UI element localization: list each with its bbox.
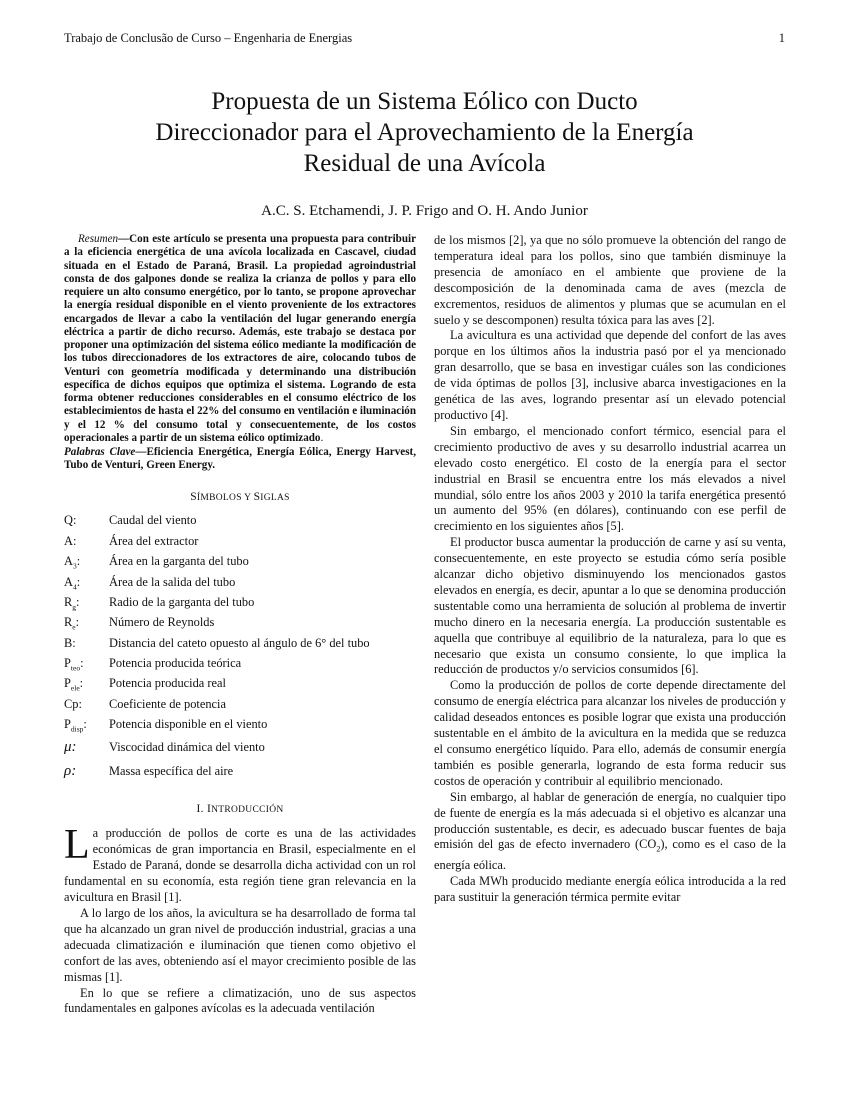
abstract xyxy=(64,233,416,445)
symbol-description: Área en la garganta del tubo xyxy=(109,554,249,569)
symbols-list xyxy=(64,513,416,785)
right-paragraph-2: La avicultura es una actividad que depende del confort de las aves porque en los últimos años la industria pasó por el ya mencionado gran desarrollo, que se basa en investigar cuáles son las condiciones de vida óptimas de pollos [3], inclusive abarca investigaciones en la genética de las aves, logrando presentar así un elevado potencial productivo [4]. xyxy=(434,328,786,422)
symbol-row xyxy=(64,676,416,696)
symbol-key: Q: xyxy=(64,513,77,528)
symbol-description: Coeficiente de potencia xyxy=(109,696,226,711)
keywords xyxy=(64,446,416,473)
right-column xyxy=(434,233,786,906)
right-paragraph-7: Cada MWh producido mediante energía eólica introducida a la red para sustituir la generación térmica permite evitar xyxy=(434,873,786,904)
symbol-key: $P_{disp}$: xyxy=(64,717,87,734)
intro-paragraph-3: En lo que se refiere a climatización, uno de sus aspectos fundamentales en galpones avícolas es la adecuada ventilación xyxy=(64,985,416,1016)
intro-paragraph-2: A lo largo de los años, la avicultura se ha desarrollado de forma tal que ha alcanzado un gran nivel de producción industrial, gracias a una adecuada climatización e iluminación que tienen como objetivo el confort de las aves, obteniendo así el mayor crecimiento posible de las mismas [1]. xyxy=(64,905,416,984)
paper-title xyxy=(80,86,769,179)
right-paragraph-5: Como la producción de pollos de corte depende directamente del consumo de energía eléctrica para alcanzar los niveles de producción y calidad deseados entonces es posible lograr que exista una producción sustentable en el ámbito de la avicultura en la medida que se reduzca el consumo energético líquido. Para ello, además de consumir energía también es posible generarla, logrando de esta forma reducir sus costos de operación y contribuir al equilibrio mencionado. xyxy=(434,678,786,788)
running-title: Trabajo de Conclusão de Curso – Engenharia de Energias xyxy=(64,31,353,45)
keywords-label: Palabras Clave xyxy=(64,446,136,458)
abstract-text: —Con este artículo se presenta una propuesta para contribuir a la eficiencia energética de una avícola localizada en Cascavel, ciudad situada en el Estado de Paraná, Brasil. La propiedad agroindustrial consta de dos galpones donde se realiza la crianza de pollos y para ello requiere un alto consumo energético, por lo tanto, se propone aprovechar la energía residual disponible en el viento proveniente de los extractores encargados de llevar a cabo la ventilación del lugar generando energía eléctrica a partir de dicho recurso. Además, este trabajo se destaca por proponer una optimización del sistema eólico mediante la modificación de los tubos direccionadores de los extractores de aire, colocando tubos de Venturi con geometría modificada y determinando una distribución específica de dichos equipos que optimiza el sistema. Logrando de esta forma obtener reducciones considerables en el consumo eléctrico de los establecimientos de hasta el 22% del consumo en ventilación e iluminación y el 12 % del consumo total y consecuentemente, de los costos operacionales a partir de un sistema eólico optimizado xyxy=(64,233,416,444)
left-column xyxy=(64,233,416,1017)
author-list: A.C. S. Etchamendi, J. P. Frigo and O. H. Ando Junior xyxy=(261,203,588,219)
symbol-description: Distancia del cateto opuesto al ángulo de 6° del tubo xyxy=(109,635,370,650)
symbol-key: B: xyxy=(64,635,76,650)
symbol-description: Número de Reynolds xyxy=(109,615,215,630)
title-line-3: Residual de una Avícola xyxy=(303,150,546,177)
running-header xyxy=(64,30,785,46)
symbol-description: Área de la salida del tubo xyxy=(109,574,236,589)
title-line-2: Direccionador para el Aprovechamiento de la Energía xyxy=(155,119,694,146)
symbol-row xyxy=(64,534,416,554)
abstract-label: Resumen xyxy=(78,233,119,245)
symbol-row xyxy=(64,762,416,786)
symbol-key: Cp: xyxy=(64,696,82,711)
symbol-key: μ: xyxy=(64,738,77,755)
symbol-row xyxy=(64,575,416,595)
symbol-row xyxy=(64,615,416,635)
symbol-key: $R_g$: xyxy=(64,594,80,612)
symbol-row xyxy=(64,717,416,737)
symbol-description: Viscocidad dinámica del viento xyxy=(109,739,265,754)
symbol-row xyxy=(64,513,416,533)
symbol-key: $A_4$: xyxy=(64,574,81,591)
symbol-row xyxy=(64,738,416,762)
symbol-key: $A_3$: xyxy=(64,554,81,571)
title-line-1: Propuesta de un Sistema Eólico con Ducto xyxy=(211,88,638,115)
right-paragraph-3: Sin embargo, el mencionado confort térmico, esencial para el crecimiento productivo de aves y su desarrollo industrial acarrea un elevado costo energético. El costo de la energía para el sector industrial en Brasil se encuentra entre los más elevados a nivel mundial, sólo entre los años 2003 y 2010 la tarifa energética presentó un aumento del 95% (en dólares), continuando con ese perfil de crecimiento en los siguientes años [5]. xyxy=(434,423,786,534)
abstract-end: . xyxy=(320,431,324,444)
symbol-key: ρ: xyxy=(64,762,77,779)
symbol-row xyxy=(64,656,416,676)
symbol-key: $P_{ele}$: xyxy=(64,676,84,693)
symbol-row xyxy=(64,554,416,574)
symbol-description: Potencia disponible en el viento xyxy=(109,717,268,732)
page-number: 1 xyxy=(778,31,785,45)
right-paragraph-6: Sin embargo, al hablar de generación de energía, no cualquier tipo de fuente de energía es la más adecuada si el objetivo es alcanzar una producción sustentable, es decir, es adecuado buscar fuentes de baja emisión del gas de efecto invernadero $(CO_2)$, como es el caso de la energía eólica. xyxy=(434,789,786,872)
symbol-key: $R_e$: xyxy=(64,615,80,632)
symbol-key: $P_{teo}$: xyxy=(64,656,84,673)
symbol-row xyxy=(64,697,416,717)
right-paragraph-4: El productor busca aumentar la producción de carne y así su venta, consecuentemente, en este proyecto se estudia cómo sería posible alcanzar dicho objetivo disminuyendo los mencionados gastos elevados en energía, es decir, apuntar a lo que se denomina producción sustentable como una herramienta de solución al problema de invertir mucho dinero en la necesaria energía. La producción sustentable es aquella que contribuye al equilibrio de la naturaleza, para lo que es necesario que exista un consumo consiente, lo que implica la reducción de productos y/o servicios consumidos [6]. xyxy=(434,535,786,677)
keywords-text: —Eficiencia Energética, Energía Eólica, Energy Harvest, Tubo de Venturi, Green Energy. xyxy=(64,446,416,472)
symbol-row xyxy=(64,636,416,656)
symbol-description: Radio de la garganta del tubo xyxy=(109,594,255,609)
introduction-heading: I. INTRODUCCIÓN xyxy=(196,802,284,815)
symbol-row xyxy=(64,595,416,615)
right-paragraph-1: de los mismos [2], ya que no sólo promueve la obtención del rango de temperatura ideal para los pollos, sino que también disminuye la presencia de amoníaco en el ambiente que proviene de la descomposición de la denominada cama de aves (mezcla de excrementos, residuos de alimentos y plumas que se acumulan en el suelo y se descomponen) resulta tóxica para las aves [2]. xyxy=(434,233,786,327)
symbol-description: Área del extractor xyxy=(109,533,199,548)
symbol-key: A: xyxy=(64,533,77,548)
symbol-description: Massa específica del aire xyxy=(109,763,234,778)
symbol-description: Potencia producida real xyxy=(109,676,226,691)
symbols-heading: SÍMBOLOS Y SIGLAS xyxy=(190,490,290,503)
intro-paragraph-1: La producción de pollos de corte es una de las actividades económicas de gran importancia en Brasil, especialmente en el Estado de Paraná, donde se desarrolla dicha actividad con un rol fundamental en su economía, esta región tiene gran relevancia en la avicultura en Brasil [1]. xyxy=(64,822,416,905)
symbol-description: Potencia producida teórica xyxy=(109,656,242,671)
drop-cap: L xyxy=(64,822,90,869)
symbol-description: Caudal del viento xyxy=(109,513,197,528)
